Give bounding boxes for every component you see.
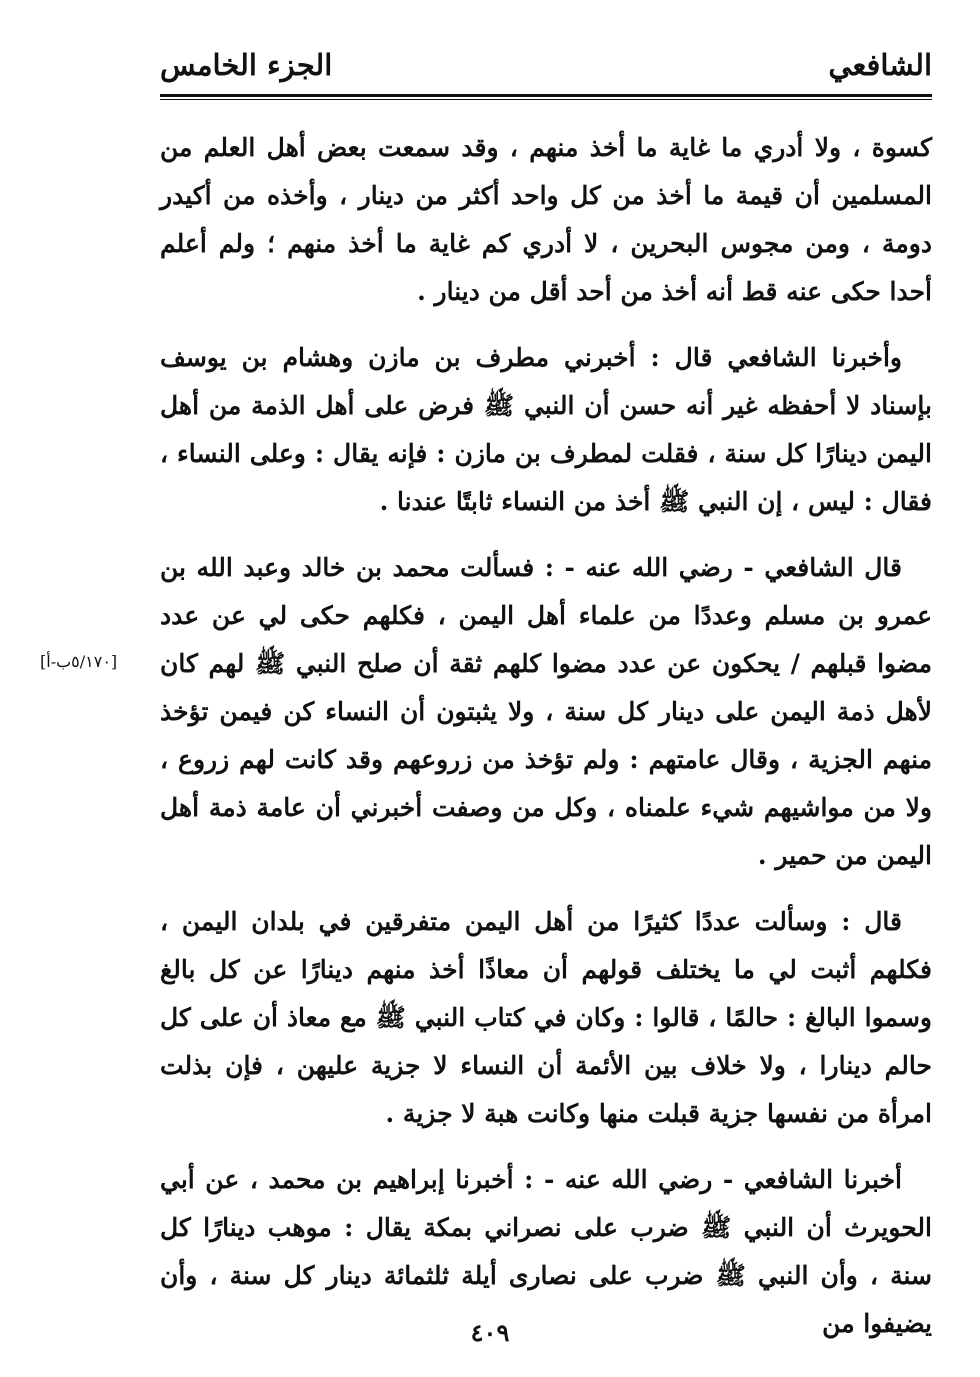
volume-label: الجزء الخامس [160, 48, 333, 82]
paragraph: كسوة ، ولا أدري ما غاية ما أخذ منهم ، وقد سمعت بعض أهل العلم من المسلمين أن قيمة ما أخذ من كل واحد أكثر من دينار ، وأخذه من أكيدر دومة ، ومن مجوس البحرين ، لا أدري كم غاية ما أخذ منهم ؛ ولم أعلم أحدا حكى عنه قط أنه أخذ من أحد أقل من دينار . [160, 133, 932, 306]
page-number: ٤٠٩ [470, 1318, 510, 1347]
header-rule [160, 94, 932, 100]
paragraph: أخبرنا الشافعي - رضي الله عنه - : أخبرنا إبراهيم بن محمد ، عن أبي الحويرث أن النبي ﷺ ضرب على نصراني بمكة يقال : موهب دينارًا كل سنة ، وأن النبي ﷺ ضرب على نصارى أيلة ثلثمائة دينار كل سنة ، وأن يضيفوا من [160, 1165, 932, 1338]
running-header [160, 48, 932, 94]
margin-folio-note: [٥/١٧٠ب-أ] [40, 652, 118, 671]
paragraph: وأخبرنا الشافعي قال : أخبرني مطرف بن مازن وهشام بن يوسف بإسناد لا أحفظه غير أنه حسن أن النبي ﷺ فرض على أهل الذمة من أهل اليمن دينارًا كل سنة ، فقلت لمطرف بن مازن : فإنه يقال : وعلى النساء ، فقال : ليس ، إن النبي ﷺ أخذ من النساء ثابتًا عندنا . [160, 343, 932, 516]
paragraph: قال : وسألت عددًا كثيرًا من أهل اليمن متفرقين في بلدان اليمن ، فكلهم أثبت لي ما يختلف قولهم أن معاذًا أخذ منهم دينارًا عن كل بالغ وسموا البالغ : حالمًا ، قالوا : وكان في كتاب النبي ﷺ مع معاذ أن على كل حالم دينارا ، ولا خلاف بين الأئمة أن النساء لا جزية عليهن ، فإن بذلت امرأة من نفسها جزية قبلت منها وكانت هبة لا جزية . [160, 907, 932, 1128]
paragraph: قال الشافعي - رضي الله عنه - : فسألت محمد بن خالد وعبد الله بن عمرو بن مسلم وعددًا من علماء أهل اليمن ، فكلهم حكى لي عن عدد مضوا قبلهم / يحكون عن عدد مضوا كلهم ثقة أن صلح النبي ﷺ لهم كان لأهل ذمة اليمن على دينار كل سنة ، ولا يثبتون أن النساء كن فيمن تؤخذ منهم الجزية ، وقال عامتهم : ولم تؤخذ من زروعهم وقد كانت لهم زروع ، ولا من مواشيهم شيء علمناه ، وكل من وصفت أخبرني أن عامة ذمة أهل اليمن من حمير . [160, 553, 932, 870]
body-text [160, 124, 932, 1366]
book-title: الشافعي [828, 48, 932, 82]
